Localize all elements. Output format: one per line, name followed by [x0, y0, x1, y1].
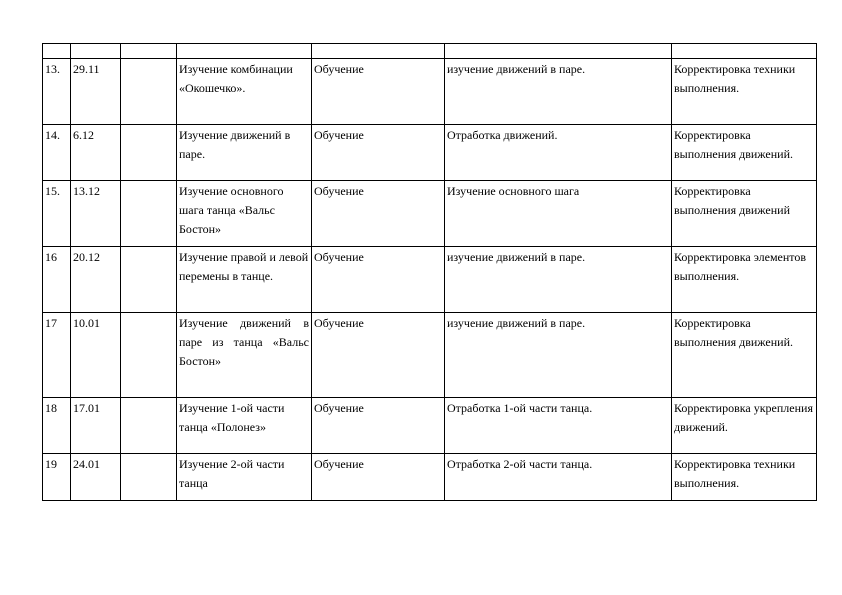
row-form: Обучение	[312, 313, 445, 398]
row-topic: Изучение комбинации «Окошечко».	[177, 59, 312, 125]
header-cell	[672, 44, 817, 59]
row-topic: Изучение 2-ой части танца	[177, 454, 312, 501]
row-number: 13.	[43, 59, 71, 125]
row-date: 24.01	[71, 454, 121, 501]
table-row	[43, 247, 817, 313]
header-cell	[445, 44, 672, 59]
header-cell	[43, 44, 71, 59]
table-row	[43, 59, 817, 125]
row-hours	[121, 181, 177, 247]
row-form: Обучение	[312, 125, 445, 181]
row-number: 14.	[43, 125, 71, 181]
row-control: Корректировка выполнения движений.	[672, 313, 817, 398]
row-content: Изучение основного шага	[445, 181, 672, 247]
row-content: Отработка 2-ой части танца.	[445, 454, 672, 501]
row-date: 13.12	[71, 181, 121, 247]
header-cell	[71, 44, 121, 59]
row-number: 19	[43, 454, 71, 501]
row-form: Обучение	[312, 454, 445, 501]
row-content: Отработка 1-ой части танца.	[445, 398, 672, 454]
row-content: изучение движений в паре.	[445, 313, 672, 398]
table-header-row	[43, 44, 817, 59]
lesson-plan-table	[42, 43, 817, 501]
row-date: 17.01	[71, 398, 121, 454]
row-topic: Изучение правой и левой перемены в танце.	[177, 247, 312, 313]
row-content: изучение движений в паре.	[445, 59, 672, 125]
row-topic: Изучение основного шага танца «Вальс Бостон»	[177, 181, 312, 247]
row-date: 29.11	[71, 59, 121, 125]
table-row	[43, 313, 817, 398]
header-cell	[177, 44, 312, 59]
table-row	[43, 398, 817, 454]
row-form: Обучение	[312, 181, 445, 247]
row-date: 20.12	[71, 247, 121, 313]
row-form: Обучение	[312, 398, 445, 454]
row-control: Корректировка техники выполнения.	[672, 454, 817, 501]
row-control: Корректировка техники выполнения.	[672, 59, 817, 125]
table-row	[43, 125, 817, 181]
row-hours	[121, 454, 177, 501]
row-control: Корректировка элементов выполнения.	[672, 247, 817, 313]
row-content: Отработка движений.	[445, 125, 672, 181]
row-number: 17	[43, 313, 71, 398]
row-content: изучение движений в паре.	[445, 247, 672, 313]
row-topic: Изучение 1-ой части танца «Полонез»	[177, 398, 312, 454]
row-control: Корректировка выполнения движений	[672, 181, 817, 247]
row-number: 15.	[43, 181, 71, 247]
table-row	[43, 454, 817, 501]
row-topic: Изучение движений в паре.	[177, 125, 312, 181]
row-hours	[121, 247, 177, 313]
row-form: Обучение	[312, 247, 445, 313]
row-date: 10.01	[71, 313, 121, 398]
row-number: 18	[43, 398, 71, 454]
header-cell	[312, 44, 445, 59]
table-row	[43, 181, 817, 247]
row-hours	[121, 398, 177, 454]
header-cell	[121, 44, 177, 59]
row-control: Корректировка выполнения движений.	[672, 125, 817, 181]
row-topic: Изучение движений в паре из танца «Вальс Бостон»	[177, 313, 312, 398]
row-form: Обучение	[312, 59, 445, 125]
row-date: 6.12	[71, 125, 121, 181]
row-hours	[121, 313, 177, 398]
row-hours	[121, 125, 177, 181]
row-number: 16	[43, 247, 71, 313]
row-control: Корректировка укрепления движений.	[672, 398, 817, 454]
row-hours	[121, 59, 177, 125]
